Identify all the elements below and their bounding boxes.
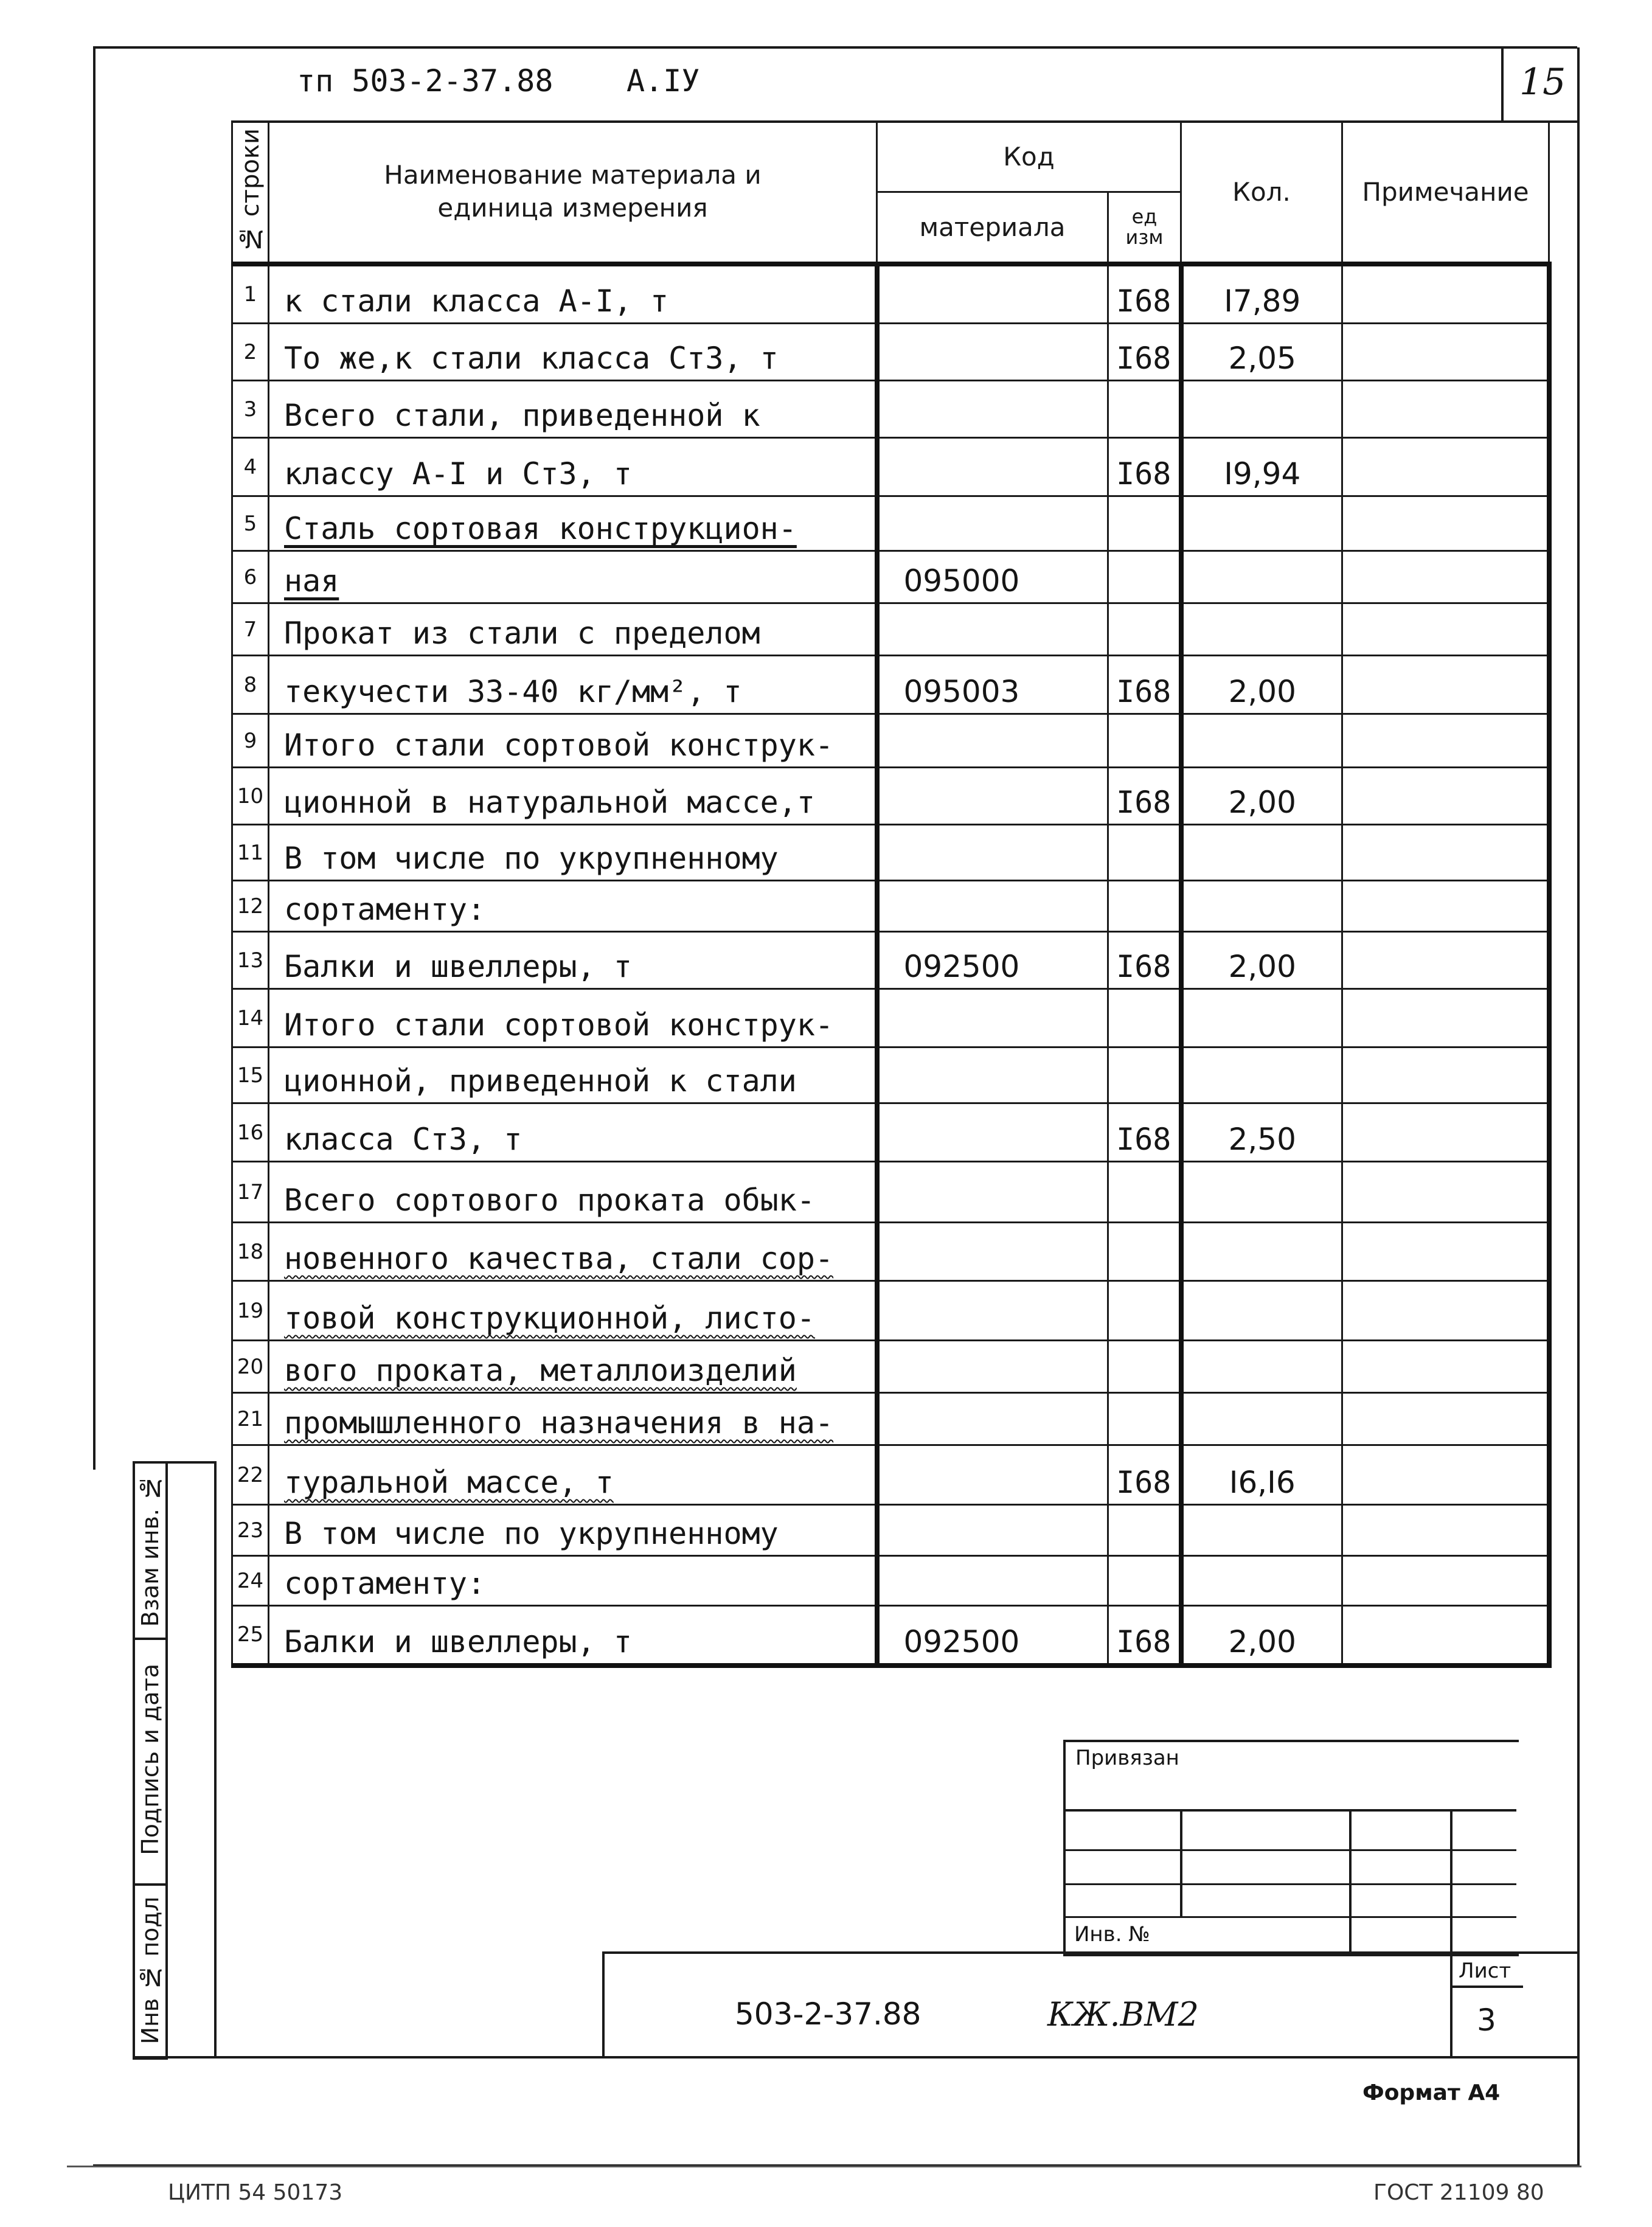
material-code-cell [877,1505,1108,1556]
material-code-cell [877,496,1108,551]
material-code-cell [877,1103,1108,1162]
quantity-cell [1181,1341,1342,1393]
note-cell [1342,1393,1549,1445]
quantity-cell: 2,00 [1181,768,1342,825]
note-cell [1342,1162,1549,1223]
quantity-cell [1181,1393,1342,1445]
quantity-cell [1181,551,1342,603]
row-number-cell: 25 [232,1606,269,1666]
unit-code-cell: I68 [1108,1606,1181,1666]
sheet-vline [1450,1951,1452,2056]
unit-code-cell [1108,1556,1181,1606]
material-code-cell [877,438,1108,496]
sheet-number: 3 [1477,2003,1496,2038]
material-name-cell: к стали класса А-I, т [269,264,877,324]
material-name-cell: туральной массе, т [269,1445,877,1505]
privyazan-vline-3 [1450,1810,1452,1951]
row-number-cell: 19 [232,1281,269,1341]
material-name-cell: сортаменту: [269,881,877,932]
table-row [232,1556,1549,1606]
unit-code-cell [1108,1281,1181,1341]
material-name-cell: То же,к стали класса Ст3, т [269,324,877,381]
quantity-cell: I7,89 [1181,264,1342,324]
row-number-cell: 24 [232,1556,269,1606]
material-code-cell: 095000 [877,551,1108,603]
table-row [232,1103,1549,1162]
material-code-cell [877,264,1108,324]
stamp-vzam-inv: Взам инв. № [133,1461,168,1640]
note-cell [1342,1341,1549,1393]
quantity-cell: 2,05 [1181,324,1342,381]
page-number-divider [1501,47,1504,122]
material-name-cell: ционной, приведенной к стали [269,1047,877,1103]
row-number-cell: 9 [232,714,269,768]
privyazan-vline-1 [1180,1810,1182,1917]
table-row [232,881,1549,932]
header-quantity: Кол. [1181,122,1342,264]
privyazan-rule-1 [1063,1809,1516,1812]
quantity-cell [1181,1281,1342,1341]
note-cell [1342,932,1549,989]
row-number-cell: 8 [232,656,269,714]
row-number-cell: 12 [232,881,269,932]
quantity-cell [1181,881,1342,932]
quantity-cell [1181,714,1342,768]
doc-mark: КЖ.ВМ2 [1047,1995,1199,2034]
row-number-cell: 20 [232,1341,269,1393]
gost-label: ГОСТ 21109 80 [1373,2180,1544,2205]
material-code-cell [877,603,1108,656]
material-code-cell [877,381,1108,438]
row-number-cell: 3 [232,381,269,438]
table-row [232,551,1549,603]
table-row [232,989,1549,1047]
note-cell [1342,264,1549,324]
unit-code-cell: I68 [1108,264,1181,324]
row-number-cell: 14 [232,989,269,1047]
unit-code-cell [1108,989,1181,1047]
table-row [232,825,1549,881]
table-row [232,264,1549,324]
table-row [232,1606,1549,1666]
header-doc-code: тп 503-2-37.88 [297,63,554,99]
note-cell [1342,438,1549,496]
note-cell [1342,714,1549,768]
note-cell [1342,1103,1549,1162]
table-row [232,1445,1549,1505]
quantity-cell: 2,00 [1181,932,1342,989]
material-name-cell: Прокат из стали с пределом [269,603,877,656]
unit-code-cell: I68 [1108,438,1181,496]
privyazan-label: Привязан [1075,1746,1179,1770]
material-code-cell: 095003 [877,656,1108,714]
page-number: 15 [1519,61,1566,103]
printer-label: ЦИТП 54 50173 [168,2180,343,2205]
row-number-cell: 18 [232,1223,269,1281]
material-code-cell [877,989,1108,1047]
note-cell [1342,324,1549,381]
sheet-hline [1450,1986,1523,1988]
quantity-cell [1181,381,1342,438]
quantity-cell [1181,825,1342,881]
material-code-cell [877,825,1108,881]
stamp-inv-podl: Инв № подл [133,1883,168,2060]
table-row [232,1281,1549,1341]
header-name: Наименование материала и единица измерения [269,122,877,264]
note-cell [1342,1606,1549,1666]
unit-code-cell: I68 [1108,1445,1181,1505]
material-code-cell [877,324,1108,381]
row-number-cell: 17 [232,1162,269,1223]
header-code-material: материала [877,192,1108,264]
row-number-cell: 15 [232,1047,269,1103]
quantity-cell [1181,1556,1342,1606]
material-name-cell: сортаменту: [269,1556,877,1606]
material-name-cell: промышленного назначения в на- [269,1393,877,1445]
note-cell [1342,1505,1549,1556]
material-name-cell: класса Ст3, т [269,1103,877,1162]
note-cell [1342,1445,1549,1505]
row-number-cell: 21 [232,1393,269,1445]
row-number-cell: 7 [232,603,269,656]
unit-code-cell [1108,1047,1181,1103]
quantity-cell [1181,1505,1342,1556]
header-code-unit: ед изм [1108,192,1181,264]
row-number-cell: 10 [232,768,269,825]
quantity-cell [1181,603,1342,656]
unit-code-cell [1108,603,1181,656]
note-cell [1342,1223,1549,1281]
note-cell [1342,381,1549,438]
unit-code-cell: I68 [1108,1103,1181,1162]
table-row [232,603,1549,656]
privyazan-rule-4 [1063,1916,1516,1918]
header-code: Код [877,122,1181,192]
row-number-cell: 1 [232,264,269,324]
quantity-cell: 2,50 [1181,1103,1342,1162]
material-name-cell: Всего сортового проката обык- [269,1162,877,1223]
unit-code-cell [1108,1162,1181,1223]
note-cell [1342,656,1549,714]
material-name-cell: ная [269,551,877,603]
material-name-cell: вого проката, металлоизделий [269,1341,877,1393]
stamp-right-line [214,1461,217,2057]
table-row [232,714,1549,768]
quantity-cell [1181,1047,1342,1103]
table-row [232,1223,1549,1281]
unit-code-cell [1108,381,1181,438]
table-row [232,381,1549,438]
table-row [232,1393,1549,1445]
material-code-cell [877,1223,1108,1281]
unit-code-cell: I68 [1108,656,1181,714]
material-code-cell [877,1341,1108,1393]
footer-rule [67,2166,1581,2167]
table-row [232,768,1549,825]
sheet-label: Лист [1459,1959,1511,1983]
note-cell [1342,825,1549,881]
stamp-top-line [133,1461,215,1464]
quantity-cell [1181,1223,1342,1281]
quantity-cell [1181,989,1342,1047]
quantity-cell: I9,94 [1181,438,1342,496]
material-code-cell [877,768,1108,825]
material-name-cell: Итого стали сортовой конструк- [269,714,877,768]
unit-code-cell [1108,825,1181,881]
material-name-cell: ционной в натуральной массе,т [269,768,877,825]
material-name-cell: Балки и швеллеры, т [269,932,877,989]
material-code-cell [877,714,1108,768]
material-name-cell: текучести 33-40 кг/мм², т [269,656,877,714]
material-code-cell [877,1393,1108,1445]
unit-code-cell: I68 [1108,932,1181,989]
material-code-cell [877,1445,1108,1505]
table-row [232,1162,1549,1223]
unit-code-cell [1108,551,1181,603]
material-name-cell: Итого стали сортовой конструк- [269,989,877,1047]
material-name-cell: Балки и швеллеры, т [269,1606,877,1666]
format-label: Формат А4 [1362,2080,1501,2105]
unit-code-cell [1108,1341,1181,1393]
material-code-cell [877,1162,1108,1223]
material-code-cell [877,1281,1108,1341]
material-code-cell [877,1047,1108,1103]
table-row [232,656,1549,714]
frame-left-line [93,46,95,1470]
header-note: Примечание [1342,122,1549,264]
unit-code-cell: I68 [1108,768,1181,825]
header-album: А.IУ [626,63,700,99]
note-cell [1342,551,1549,603]
privyazan-rule-2 [1063,1849,1516,1851]
table-row [232,1047,1549,1103]
privyazan-rule-3 [1063,1883,1516,1885]
note-cell [1342,989,1549,1047]
note-cell [1342,496,1549,551]
material-code-cell: 092500 [877,932,1108,989]
row-number-cell: 22 [232,1445,269,1505]
unit-code-cell [1108,1223,1181,1281]
material-name-cell: В том числе по укрупненному [269,825,877,881]
table-row [232,496,1549,551]
quantity-cell: I6,I6 [1181,1445,1342,1505]
material-code-cell: 092500 [877,1606,1108,1666]
quantity-cell [1181,496,1342,551]
note-cell [1342,1047,1549,1103]
row-number-cell: 13 [232,932,269,989]
stamp-podpis-data: Подпись и дата [133,1635,168,1886]
material-name-cell: В том числе по укрупненному [269,1505,877,1556]
note-cell [1342,603,1549,656]
quantity-cell [1181,1162,1342,1223]
unit-code-cell [1108,1505,1181,1556]
quantity-cell: 2,00 [1181,1606,1342,1666]
inv-no-label: Инв. № [1074,1922,1150,1947]
material-code-cell [877,881,1108,932]
material-code-cell [877,1556,1108,1606]
material-name-cell: классу А-I и Ст3, т [269,438,877,496]
row-number-cell: 6 [232,551,269,603]
unit-code-cell [1108,714,1181,768]
row-number-cell: 16 [232,1103,269,1162]
table-row [232,324,1549,381]
table-row [232,438,1549,496]
row-number-cell: 23 [232,1505,269,1556]
row-number-cell: 11 [232,825,269,881]
note-cell [1342,768,1549,825]
table-row [232,932,1549,989]
unit-code-cell [1108,496,1181,551]
unit-code-cell: I68 [1108,324,1181,381]
header-row-number: № строки [232,122,269,264]
material-name-cell: Всего стали, приведенной к [269,381,877,438]
material-name-cell: товой конструкционной, листо- [269,1281,877,1341]
unit-code-cell [1108,1393,1181,1445]
doc-number: 503-2-37.88 [735,1996,921,2032]
row-number-cell: 5 [232,496,269,551]
unit-code-cell [1108,881,1181,932]
row-number-cell: 4 [232,438,269,496]
table-row [232,1505,1549,1556]
material-name-cell: новенного качества, стали сор- [269,1223,877,1281]
quantity-cell: 2,00 [1181,656,1342,714]
materials-table [231,120,1552,1668]
frame-top-line [93,46,1577,49]
table-row [232,1341,1549,1393]
privyazan-vline-2 [1349,1810,1352,1951]
note-cell [1342,1281,1549,1341]
note-cell [1342,1556,1549,1606]
row-number-cell: 2 [232,324,269,381]
note-cell [1342,881,1549,932]
material-name-cell: Сталь сортовая конструкцион- [269,496,877,551]
